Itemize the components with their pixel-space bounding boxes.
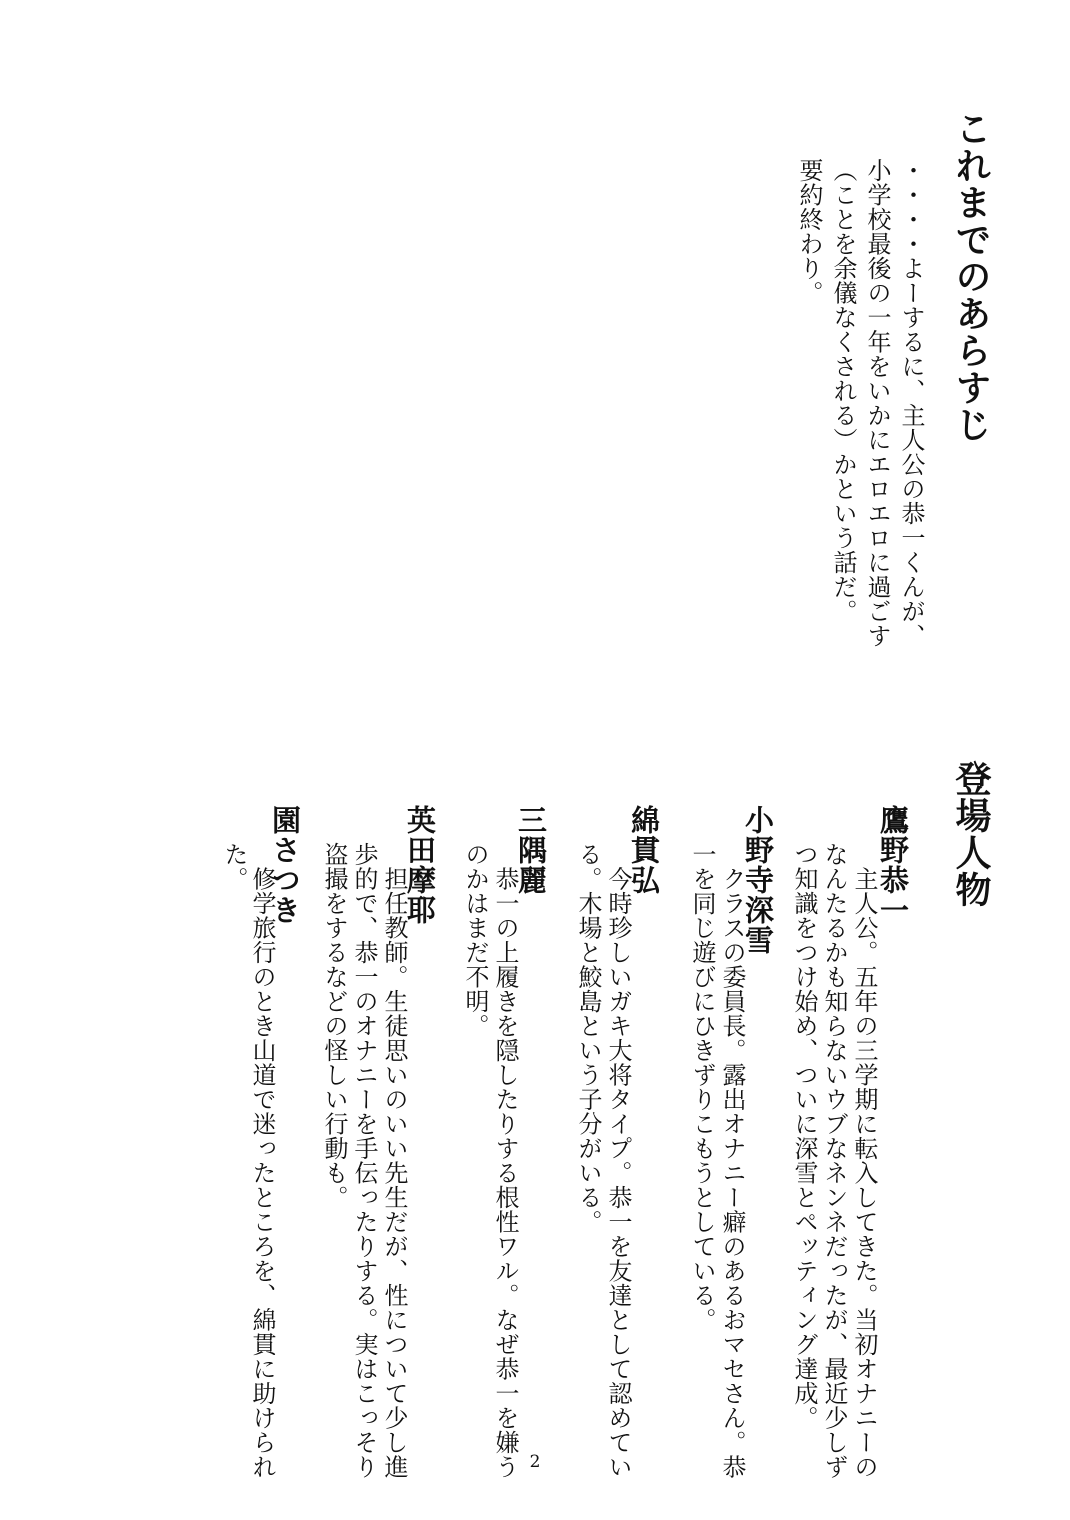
character-description-line: なんたるかも知らないウブなネンネだったが、最近少しず [820, 842, 848, 1479]
character-description-line: 担任教師。生徒思いのいい先生だが、性について少し進 [380, 842, 408, 1479]
character-description-line: クラスの委員長。露出オナニー癖のあるおマセさん。恭 [718, 842, 746, 1479]
character-description-line: 修学旅行のとき山道で迷ったところを、綿貫に助けられ [248, 842, 276, 1479]
character-description-line: のかはまだ不明。 [461, 842, 489, 1038]
character-description-line: 歩的で、恭一のオナニーを手伝ったりする。実はこっそり [350, 842, 378, 1479]
character-name: 英田摩耶 [403, 805, 437, 925]
character-name: 園さつき [268, 805, 302, 925]
characters-heading: 登場人物 [950, 760, 991, 908]
character-description-line: 一を同じ遊びにひきずりこもうとしている。 [688, 842, 716, 1332]
character-name: 三隅麗 [514, 805, 548, 895]
character-name: 綿貫弘 [627, 805, 661, 895]
character-description-line: 盗撮をするなどの怪しい行動も。 [320, 842, 348, 1210]
character-description-line: 恭一の上履きを隠したりする根性ワル。なぜ恭一を嫌う [491, 842, 519, 1479]
character-name: 小野寺深雪 [741, 805, 775, 955]
synopsis-heading: これまでのあらすじ [950, 110, 991, 443]
character-description-line: つ知識をつけ始め、ついに深雪とペッティング達成。 [790, 842, 818, 1430]
synopsis-line: 要約終わり。 [795, 158, 823, 305]
character-description-line: た。 [220, 842, 248, 891]
page-number: 2 [529, 1452, 541, 1472]
character-name: 鷹野恭一 [876, 805, 910, 925]
character-description-line: る。木場と鮫島という子分がいる。 [574, 842, 602, 1234]
synopsis-line: ・・・・よーするに、主人公の恭一くんが、 [897, 158, 925, 648]
synopsis-line: （ことを余儀なくされる）かという話だ。 [829, 158, 857, 624]
character-description-line: 今時珍しいガキ大将タイプ。恭一を友達として認めてい [604, 842, 632, 1479]
character-description-line: 主人公。五年の三学期に転入してきた。当初オナニーの [850, 842, 878, 1479]
synopsis-line: 小学校最後の一年をいかにエロエロに過ごす [863, 158, 891, 648]
